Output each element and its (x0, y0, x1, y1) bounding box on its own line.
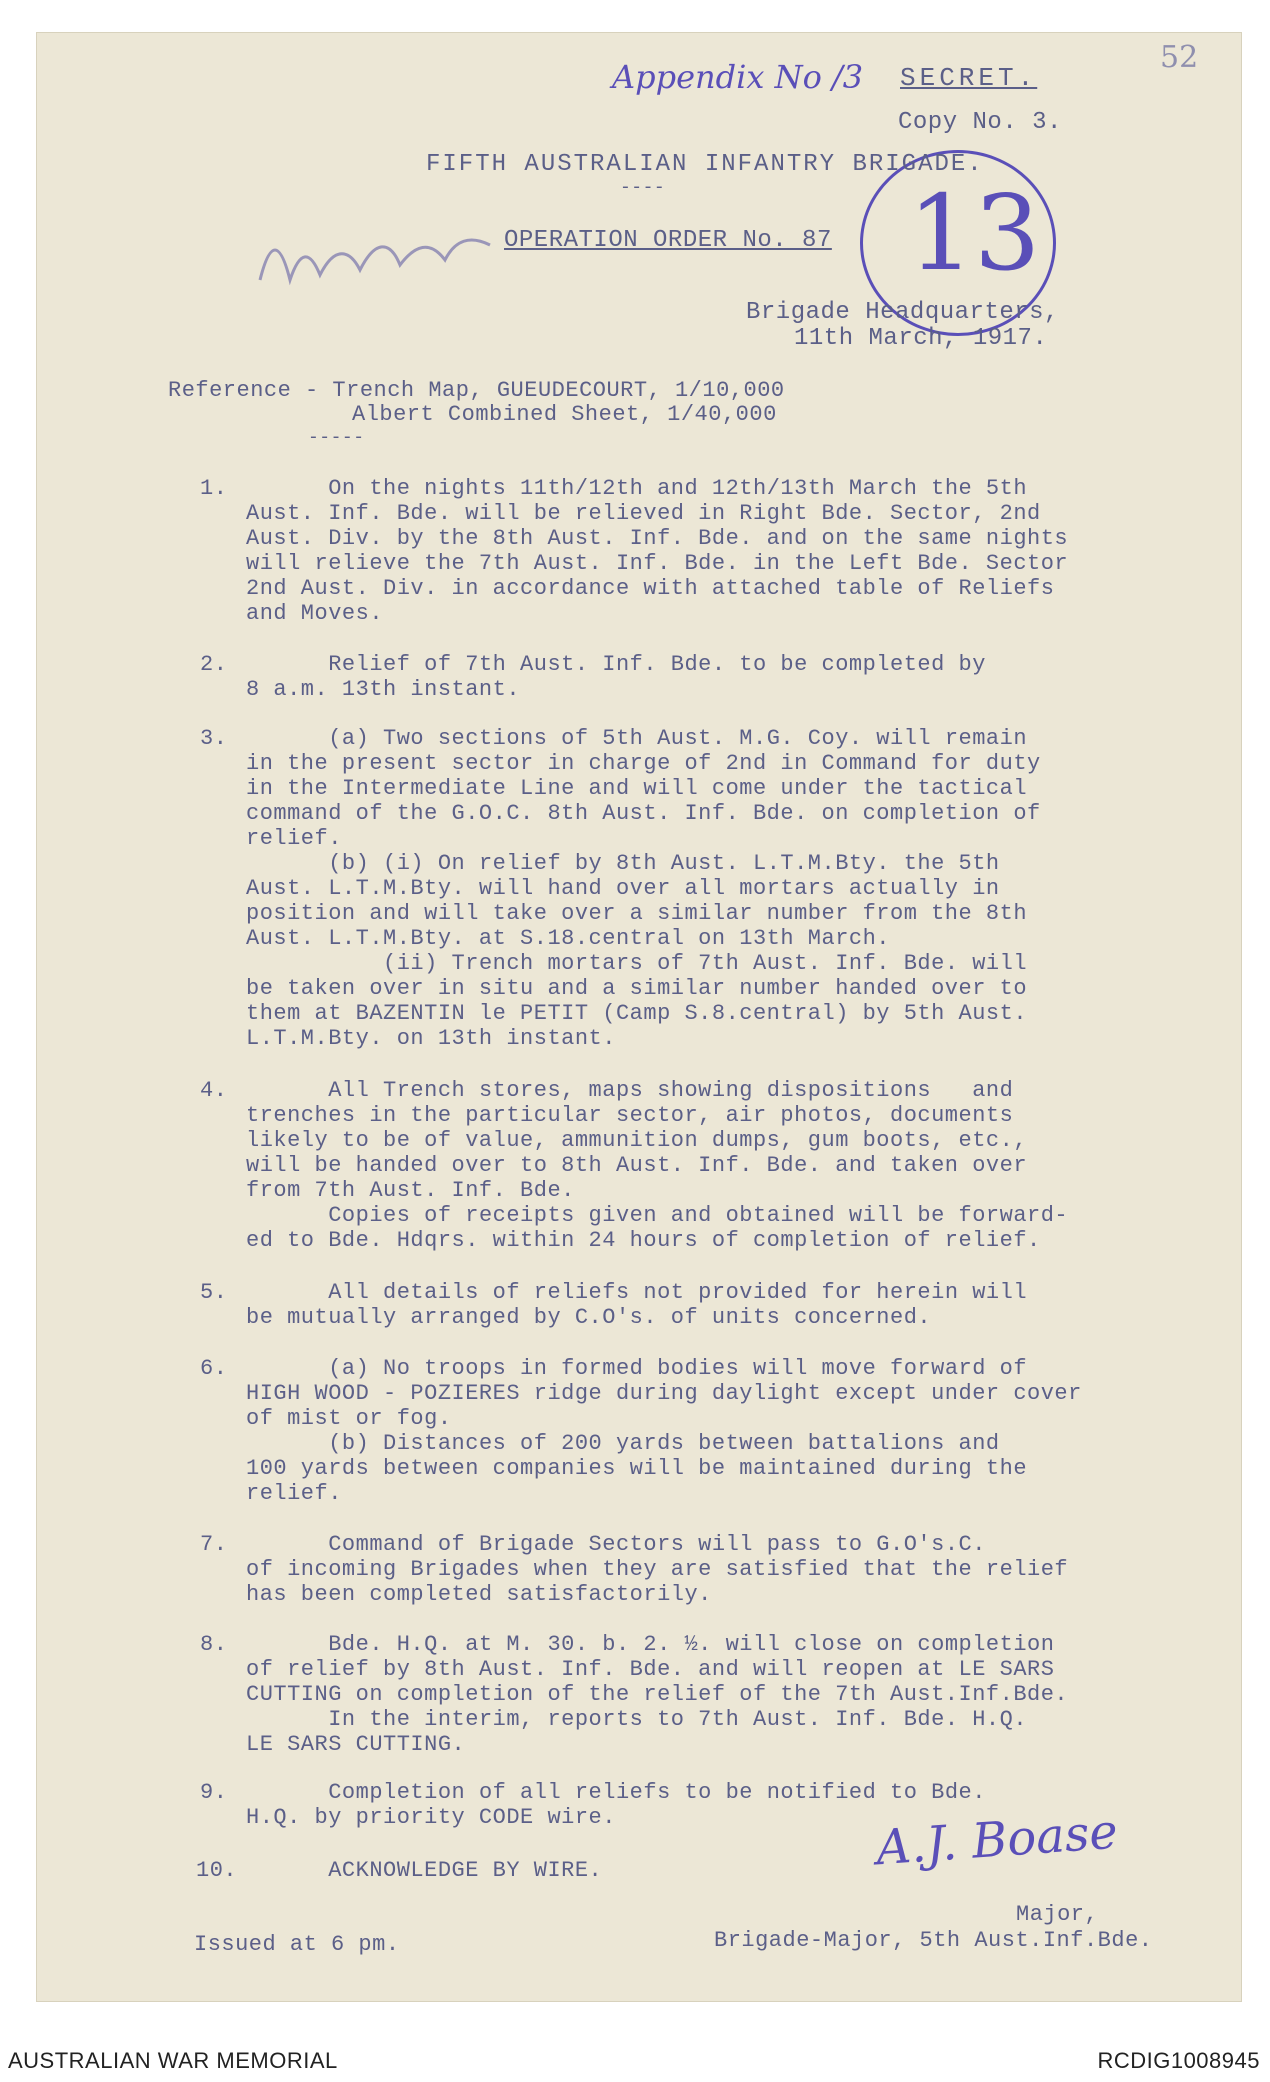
text-line: 100 yards between companies will be maintained during the (246, 1456, 1028, 1481)
text-line: in the present sector in charge of 2nd in Command for duty (246, 751, 1041, 776)
text-line: 8 a.m. 13th instant. (246, 677, 521, 702)
text-line: All details of reliefs not provided for herein will (246, 1280, 1028, 1305)
page-number: 52 (1160, 40, 1199, 75)
text-line: of mist or fog. (246, 1406, 452, 1431)
reference-line-1: Reference - Trench Map, GUEUDECOURT, 1/10,000 (168, 378, 785, 403)
paragraph-text (246, 1280, 1206, 1330)
text-line: CUTTING on completion of the relief of the 7th Aust.Inf.Bde. (246, 1682, 1069, 1707)
text-line: in the Intermediate Line and will come under the tactical (246, 776, 1028, 801)
text-line: position and will take over a similar number from the 8th (246, 901, 1028, 926)
text-line: relief. (246, 826, 342, 851)
order-date: 11th March, 1917. (794, 325, 1048, 352)
circled-number: 13 (908, 172, 1041, 294)
text-line: (b) (i) On relief by 8th Aust. L.T.M.Bty. the 5th (246, 851, 1000, 876)
archive-credit: AUSTRALIAN WAR MEMORIAL (8, 2048, 338, 2073)
paragraph-1 (200, 476, 1200, 636)
paragraph-text (246, 652, 1206, 702)
appendix-note: Appendix No /3 (612, 58, 864, 96)
paragraph-text (246, 1078, 1206, 1253)
text-line: ACKNOWLEDGE BY WIRE. (246, 1858, 603, 1883)
reference-line-2: Albert Combined Sheet, 1/40,000 (352, 402, 777, 427)
text-line: (a) No troops in formed bodies will move forward of (246, 1356, 1028, 1381)
order-title: OPERATION ORDER No. 87 (504, 227, 832, 254)
text-line: Command of Brigade Sectors will pass to G.O's.C. (246, 1532, 986, 1557)
paragraph-text (246, 1356, 1206, 1506)
paragraph-number: 3. (200, 726, 228, 751)
text-line: be taken over in situ and a similar number handed over to (246, 976, 1028, 1001)
issued-time: Issued at 6 pm. (194, 1932, 400, 1957)
text-line: command of the G.O.C. 8th Aust. Inf. Bde. on completion of (246, 801, 1041, 826)
paragraph-number: 6. (200, 1356, 228, 1381)
pencil-scribble (250, 200, 500, 300)
text-line: of relief by 8th Aust. Inf. Bde. and will reopen at LE SARS (246, 1657, 1055, 1682)
signature-rank: Major, (1016, 1902, 1099, 1927)
text-line: Bde. H.Q. at M. 30. b. 2. ½. will close on completion (246, 1632, 1055, 1657)
paragraph-7 (200, 1532, 1200, 1622)
text-line: (a) Two sections of 5th Aust. M.G. Coy. will remain (246, 726, 1028, 751)
paragraph-number: 4. (200, 1078, 228, 1103)
paragraph-number: 5. (200, 1280, 228, 1305)
text-line: Relief of 7th Aust. Inf. Bde. to be completed by (246, 652, 986, 677)
archive-reference: RCDIG1008945 (1097, 2048, 1260, 2073)
text-line: LE SARS CUTTING. (246, 1732, 466, 1757)
text-line: In the interim, reports to 7th Aust. Inf. Bde. H.Q. (246, 1707, 1028, 1732)
text-line: (b) Distances of 200 yards between battalions and (246, 1431, 1000, 1456)
unit-title: FIFTH AUSTRALIAN INFANTRY BRIGADE. (426, 151, 984, 178)
text-line: L.T.M.Bty. on 13th instant. (246, 1026, 616, 1051)
paragraph-6 (200, 1356, 1200, 1516)
paragraph-number: 10. (196, 1858, 238, 1883)
text-line: On the nights 11th/12th and 12th/13th March the 5th (246, 476, 1028, 501)
text-line: of incoming Brigades when they are satisfied that the relief (246, 1557, 1069, 1582)
handwritten-signature: A.J. Boase (874, 1803, 1120, 1877)
text-line: 2nd Aust. Div. in accordance with attached table of Reliefs (246, 576, 1055, 601)
paragraph-2 (200, 652, 1200, 712)
copy-number: Copy No. 3. (898, 109, 1062, 136)
signature-appointment: Brigade-Major, 5th Aust.Inf.Bde. (714, 1928, 1153, 1953)
text-line: Aust. Inf. Bde. will be relieved in Right Bde. Sector, 2nd (246, 501, 1041, 526)
paragraph-5 (200, 1280, 1200, 1340)
paragraph-number: 7. (200, 1532, 228, 1557)
text-line: ed to Bde. Hdqrs. within 24 hours of completion of relief. (246, 1228, 1041, 1253)
paragraph-3 (200, 726, 1200, 1066)
text-line: H.Q. by priority CODE wire. (246, 1805, 616, 1830)
paragraph-8 (200, 1632, 1200, 1772)
text-line: Aust. L.T.M.Bty. will hand over all mortars actually in (246, 876, 1000, 901)
text-line: them at BAZENTIN le PETIT (Camp S.8.central) by 5th Aust. (246, 1001, 1028, 1026)
text-line: be mutually arranged by C.O's. of units concerned. (246, 1305, 932, 1330)
text-line: Copies of receipts given and obtained will be forward- (246, 1203, 1069, 1228)
text-line: has been completed satisfactorily. (246, 1582, 712, 1607)
paragraph-number: 9. (200, 1780, 228, 1805)
text-line: HIGH WOOD - POZIERES ridge during daylight except under cover (246, 1381, 1082, 1406)
text-line: likely to be of value, ammunition dumps, gum boots, etc., (246, 1128, 1028, 1153)
paragraph-number: 1. (200, 476, 228, 501)
paragraph-number: 8. (200, 1632, 228, 1657)
text-line: (ii) Trench mortars of 7th Aust. Inf. Bde. will (246, 951, 1028, 976)
paragraph-4 (200, 1078, 1200, 1268)
text-line: Aust. Div. by the 8th Aust. Inf. Bde. and on the same nights (246, 526, 1069, 551)
paragraph-text (246, 1532, 1206, 1607)
text-line: from 7th Aust. Inf. Bde. (246, 1178, 575, 1203)
reference-separator: ----- (308, 428, 365, 448)
hq-location: Brigade Headquarters, (746, 299, 1059, 326)
paragraph-number: 2. (200, 652, 228, 677)
text-line: trenches in the particular sector, air photos, documents (246, 1103, 1014, 1128)
text-line: relief. (246, 1481, 342, 1506)
paragraph-text (246, 476, 1206, 626)
text-line: will relieve the 7th Aust. Inf. Bde. in the Left Bde. Sector (246, 551, 1069, 576)
secret-stamp: SECRET. (900, 63, 1038, 93)
text-line: Aust. L.T.M.Bty. at S.18.central on 13th March. (246, 926, 891, 951)
text-line: Completion of all reliefs to be notified to Bde. (246, 1780, 986, 1805)
text-line: and Moves. (246, 601, 384, 626)
text-line: will be handed over to 8th Aust. Inf. Bde. and taken over (246, 1153, 1028, 1178)
text-line: All Trench stores, maps showing dispositions and (246, 1078, 1014, 1103)
paragraph-text (246, 726, 1206, 1051)
title-separator: ---- (620, 178, 666, 198)
paragraph-text (246, 1632, 1206, 1757)
